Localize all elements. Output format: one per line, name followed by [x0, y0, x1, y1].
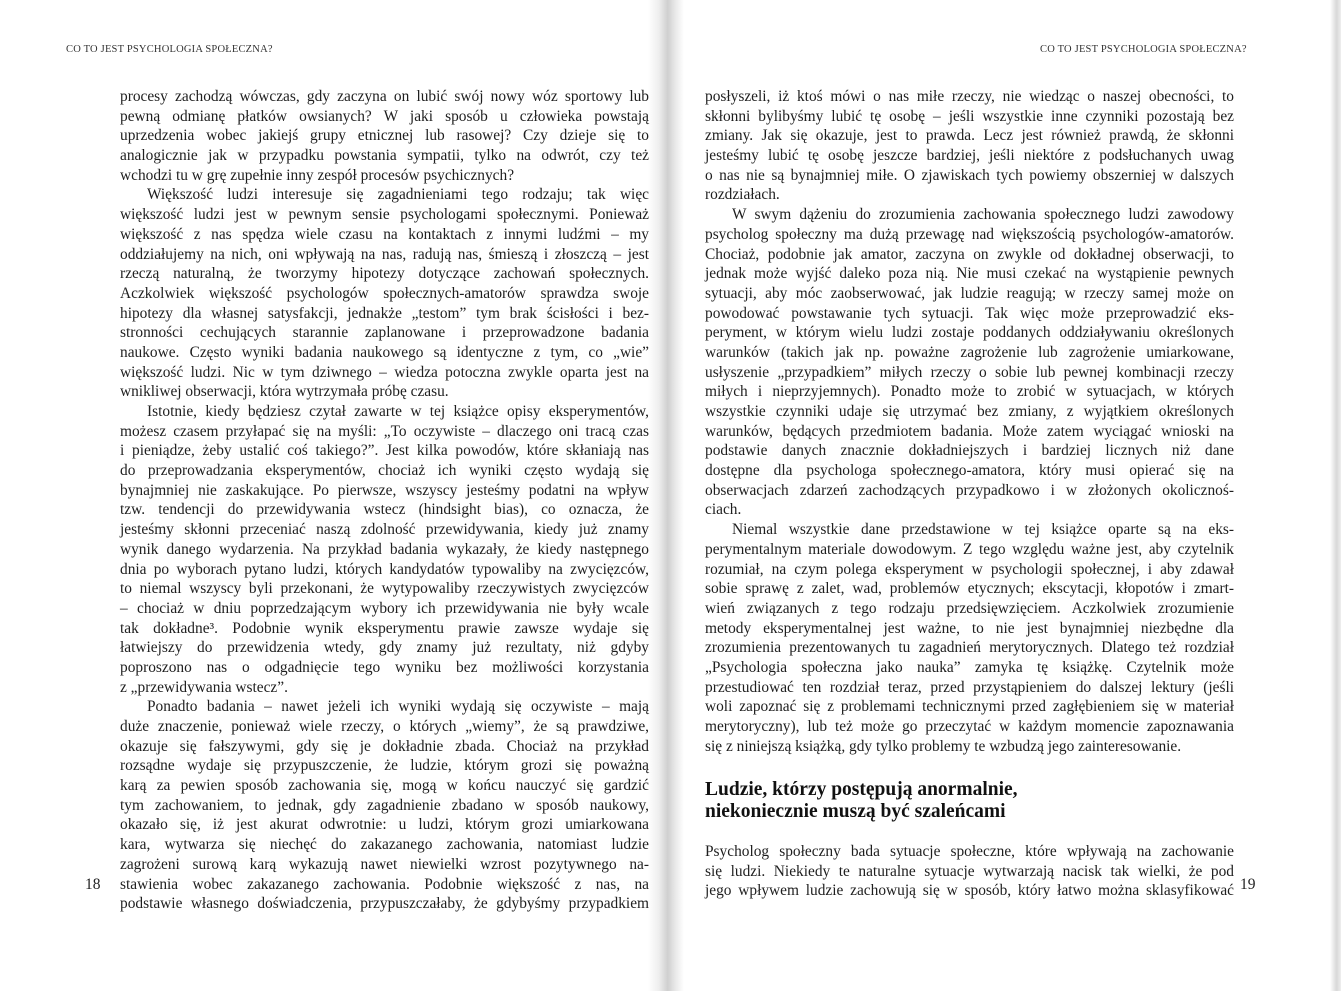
text-line: łatwiejszy do przewidzenia wtedy, gdy znamy już rezultaty, niż gdyby: [120, 639, 649, 657]
text-line: posłyszeli, iż ktoś mówi o nas miłe rzeczy, nie wiedząc o naszej obecności, to: [705, 88, 1234, 105]
text-line: możesz czasem przyłapać się na myśli: „To oczywiste – dlaczego oni tracą czas: [120, 422, 649, 440]
text-line: wnikliwej obserwacji, która wytrzymała próbę czasu.: [120, 383, 449, 401]
section-body: [705, 842, 1234, 901]
text-line: większość ludzi jest w pewnym sensie psychologami społecznymi. Ponieważ: [120, 206, 649, 224]
text-line: – chociaż w dniu poprzedzającym wybory ich przewidywania nie były wcale: [120, 599, 649, 617]
text-line: Niemal wszystkie dane przedstawione w tej książce oparte są na eks-: [732, 521, 1234, 539]
text-line: stronności cechujących starannie zaplanowane i przeprowadzone badania: [120, 324, 649, 342]
text-line: rozdziałach.: [705, 186, 780, 204]
text-line: zagrożeni surową karą wykazują nawet niewielki wzrost pozytywnego na-: [120, 855, 649, 873]
text-line: wszystkie czynniki udaje się utrzymać bez zmiany, z wyjątkiem określonych: [705, 403, 1234, 420]
text-line: sytuacji, aby móc zaobserwować, jak ludzie reagują; w rzeczy samej może on: [705, 284, 1234, 302]
text-line: duże znaczenie, ponieważ wiele rzeczy, o których „wiemy”, że są prawdziwe,: [120, 718, 649, 735]
text-line: rzeczą naturalną, że tworzymy hipotezy dotyczące zachowań społecznych.: [120, 265, 649, 283]
text-line: okazuje się fałszywymi, gdy się je dokładnie zbada. Chociaż na przykład: [120, 737, 649, 755]
paragraph: [120, 697, 649, 914]
text-line: wynik danego wydarzenia. Na przykład badania wykazały, że kiedy następnego: [120, 540, 649, 558]
paragraph: [705, 842, 1234, 901]
text-line: woli zapoznać się z problemami technicznymi przed zagłębieniem się w materiał: [705, 698, 1234, 716]
text-line: Chociaż, podobnie jak amator, zaczyna on zwykle od dokładnej obserwacji, to: [705, 245, 1234, 263]
text-line: Psycholog społeczny bada sytuacje społeczne, które wpływają na zachowanie: [705, 843, 1234, 860]
text-line: większość ludzi. Nic w tym dziwnego – wiedza potoczna zwykle oparta jest na: [120, 363, 649, 381]
right-page-number: 19: [1240, 876, 1256, 893]
paragraph: [705, 87, 1234, 205]
text-line: perymentalnym materiale dowodowym. Z tego względu ważne jest, aby czytelnik: [705, 540, 1234, 558]
text-line: analogicznie jak w przypadku powstania sympatii, tylko na odwrót, czy też: [120, 147, 649, 165]
text-line: większość z nas spędza wiele czasu na kontaktach z innymi ludźmi – my: [120, 225, 649, 243]
text-line: jednak może wyjść daleko poza nią. Nie musi czekać na wystąpienie pewnych: [705, 265, 1234, 283]
text-line: jego wpływem ludzie zachowują się w sposób, który łatwo można sklasyfikować: [705, 882, 1234, 900]
text-line: „Psychologia społeczna jako nauka” zamyka tę książkę. Czytelnik może: [705, 658, 1234, 676]
text-line: Ponadto badania – nawet jeżeli ich wyniki wydają się oczywiste – mają: [147, 698, 649, 716]
text-line: pewną odmianę płatków owsianych? W jaki sposób u człowieka powstają: [120, 107, 649, 125]
text-line: warunków, będących przedmiotem badania. Może zatem wyciągać wnioski na: [705, 422, 1234, 440]
text-line: dostępne dla psychologa społecznego-amatora, który musi opierać się na: [705, 462, 1234, 480]
paragraph: [705, 520, 1234, 756]
text-line: W swym dążeniu do zrozumienia zachowania społecznego ludzi zawodowy: [732, 206, 1234, 224]
text-line: się z niniejszą książką, gdy tylko problemy te wzbudzą jego zainteresowanie.: [705, 737, 1182, 755]
text-line: sobie sprawę z zalet, wad, problemów etycznych; ekscytacji, kłopotów i zmart-: [705, 580, 1234, 598]
text-line: tak dokładne³. Podobnie wynik eksperymentu prawie zawsze wydaje się: [120, 619, 649, 637]
text-line: zmiany. Jak się okazuje, jest to prawda. Lecz jest również prawdą, że skłonni: [705, 127, 1234, 145]
text-line: obserwacjach zdarzeń zachodzących przypadkowo i w złożonych okolicznoś-: [705, 481, 1234, 499]
text-line: dnia po wyborach pytano ludzi, których kandydatów typowaliby na zwycięzców,: [120, 560, 649, 578]
text-line: bynajmniej nie zaskakujące. Po pierwsze, wszyscy jesteśmy podatni na wpływ: [120, 481, 649, 499]
text-line: się ludzi. Niekiedy te naturalne sytuacje wytwarzają nacisk tak wielki, że pod: [705, 862, 1234, 880]
text-line: karą za pewien sposób zachowania się, mogą w końcu nauczyć się gardzić: [120, 777, 649, 795]
text-line: skłonni bylibyśmy lubić tę osobę – jeśli wszystkie inne czynniki pozostają bez: [705, 107, 1234, 125]
text-line: oddziałujemy na nich, oni wpływają na nas, radują nas, śmieszą i złoszczą – jest: [120, 245, 649, 263]
text-line: Aczkolwiek większość psychologów społecznych-amatorów sprawdza swoje: [120, 284, 649, 302]
text-line: podstawie własnego doświadczenia, przypuszczałaby, że gdybyśmy przypadkiem: [120, 895, 649, 913]
text-line: stawienia wobec zakazanego zachowania. Podobnie większość z nas, na: [120, 875, 649, 893]
text-line: merytoryczny), lub też może go przeczytać w każdym momencie zapoznawania: [705, 718, 1234, 735]
text-line: tzw. tendencji do przewidywania wstecz (hindsight bias), co oznacza, że: [120, 501, 649, 519]
text-line: usłyszenie „przypadkiem” miłych rzeczy o sobie lub pewnej kombinacji rzeczy: [705, 363, 1234, 381]
section-heading: [705, 779, 1018, 823]
text-line: Istotnie, kiedy będziesz czytał zawarte w tej książce opisy eksperymentów,: [147, 403, 649, 420]
text-line: wień związanych z tego rodzaju przedsięwzięciem. Aczkolwiek zrozumienie: [705, 599, 1234, 617]
text-line: powodować powstawanie tych sytuacji. Tak więc może przeprowadzić eks-: [705, 304, 1234, 322]
paragraph: [120, 402, 649, 697]
text-line: zrozumienia prezentowanych tu zagadnień merytorycznych. Dlatego też rozdział: [705, 639, 1234, 657]
left-running-head: CO TO JEST PSYCHOLOGIA SPOŁECZNA?: [66, 44, 273, 55]
left-page-number: 18: [85, 876, 101, 893]
section-heading-line: niekoniecznie muszą być szaleńcami: [705, 801, 1006, 822]
text-line: o nas nie są bynajmniej miłe. O zjawiskach tych powiemy obszerniej w dalszych: [705, 166, 1234, 184]
text-line: metody eksperymentalnej jest ważne, to nie jest bynajmniej niezbędne dla: [705, 619, 1234, 637]
text-line: miłych i nieprzyjemnych). Ponadto może to zrobić w sytuacjach, w których: [705, 383, 1234, 401]
book-gutter-shadow: [648, 0, 684, 991]
text-line: tym zachowaniem, to jednak, gdy zagadnienie zbadano w sposób naukowy,: [120, 796, 649, 814]
text-line: jesteśmy lubić tę osobę jeszcze bardziej, jeśli niektóre z podsłuchanych uwag: [705, 147, 1234, 165]
text-line: peryment, w którym wielu ludzi zostaje poddanych oddziaływaniu określonych: [705, 324, 1234, 342]
text-line: Większość ludzi interesuje się zagadnieniami tego rodzaju; tak więc: [147, 186, 649, 204]
text-line: to niemal wszyscy byli przekonani, że wytypowaliby rzeczywistych zwycięzców: [120, 580, 649, 598]
text-line: podstawie danych znacznie dokładniejszych i bardziej licznych niż dane: [705, 442, 1234, 460]
right-running-head: CO TO JEST PSYCHOLOGIA SPOŁECZNA?: [1040, 44, 1247, 55]
text-line: i pieniądze, żeby ustalić coś takiego?”. Jest kilka powodów, które skłaniają nas: [120, 442, 649, 460]
text-line: do przeprowadzania eksperymentów, chociaż ich wyniki często wydają się: [120, 462, 649, 480]
text-line: ciach.: [705, 501, 742, 519]
section-heading-line: Ludzie, którzy postępują anormalnie,: [705, 779, 1018, 800]
page-edge-shadow: [1330, 0, 1341, 991]
text-line: kara, wytwarza się niechęć do zakazanego zachowania, natomiast ludzie: [120, 836, 649, 854]
text-line: uprzedzenia wobec jakiejś grupy etnicznej lub rasowej? Czy dzieje się to: [120, 127, 649, 145]
paragraph: [120, 185, 649, 402]
paragraph: [120, 87, 649, 185]
text-line: okazało się, iż jest akurat odwrotnie: u ludzi, którym grozi umiarkowana: [120, 816, 649, 834]
text-line: przestudiować ten rozdział teraz, przed przystąpieniem do dalszej lektury (jeśli: [705, 678, 1234, 696]
text-line: wchodzi tu w grę zupełnie inny zespół procesów psychicznych?: [120, 166, 515, 184]
text-line: poproszono nas o odgadnięcie tego wyniku bez możliwości korzystania: [120, 658, 649, 676]
text-line: hipotezy dla własnej satysfakcji, jednakże „testom” tym brak ścisłości i bez-: [120, 304, 649, 322]
text-line: warunków (takich jak np. poważne zagrożenie lub zagrożenie umiarkowane,: [705, 343, 1234, 361]
right-page-body: [705, 87, 1234, 756]
text-line: psycholog społeczny ma dużą przewagę nad większością psychologów-amatorów.: [705, 225, 1234, 243]
paragraph: [705, 205, 1234, 520]
text-line: z „przewidywania wstecz”.: [120, 678, 288, 696]
text-line: rozsądne wydaje się przypuszczenie, że ludzie, którym grozi się poważną: [120, 757, 649, 775]
text-line: naukowe. Często wyniki badania naukowego są identyczne z tym, co „wie”: [120, 343, 649, 361]
left-page-body: [120, 87, 649, 914]
text-line: procesy zachodzą wówczas, gdy zaczyna on lubić swój nowy wóz sportowy lub: [120, 88, 649, 105]
text-line: jesteśmy skłonni przeceniać naszą zdolność przewidywania, kiedy już znamy: [120, 521, 649, 539]
text-line: rozumiał, na czym polega eksperyment w psychologii społecznej, i aby zdawał: [705, 560, 1234, 578]
